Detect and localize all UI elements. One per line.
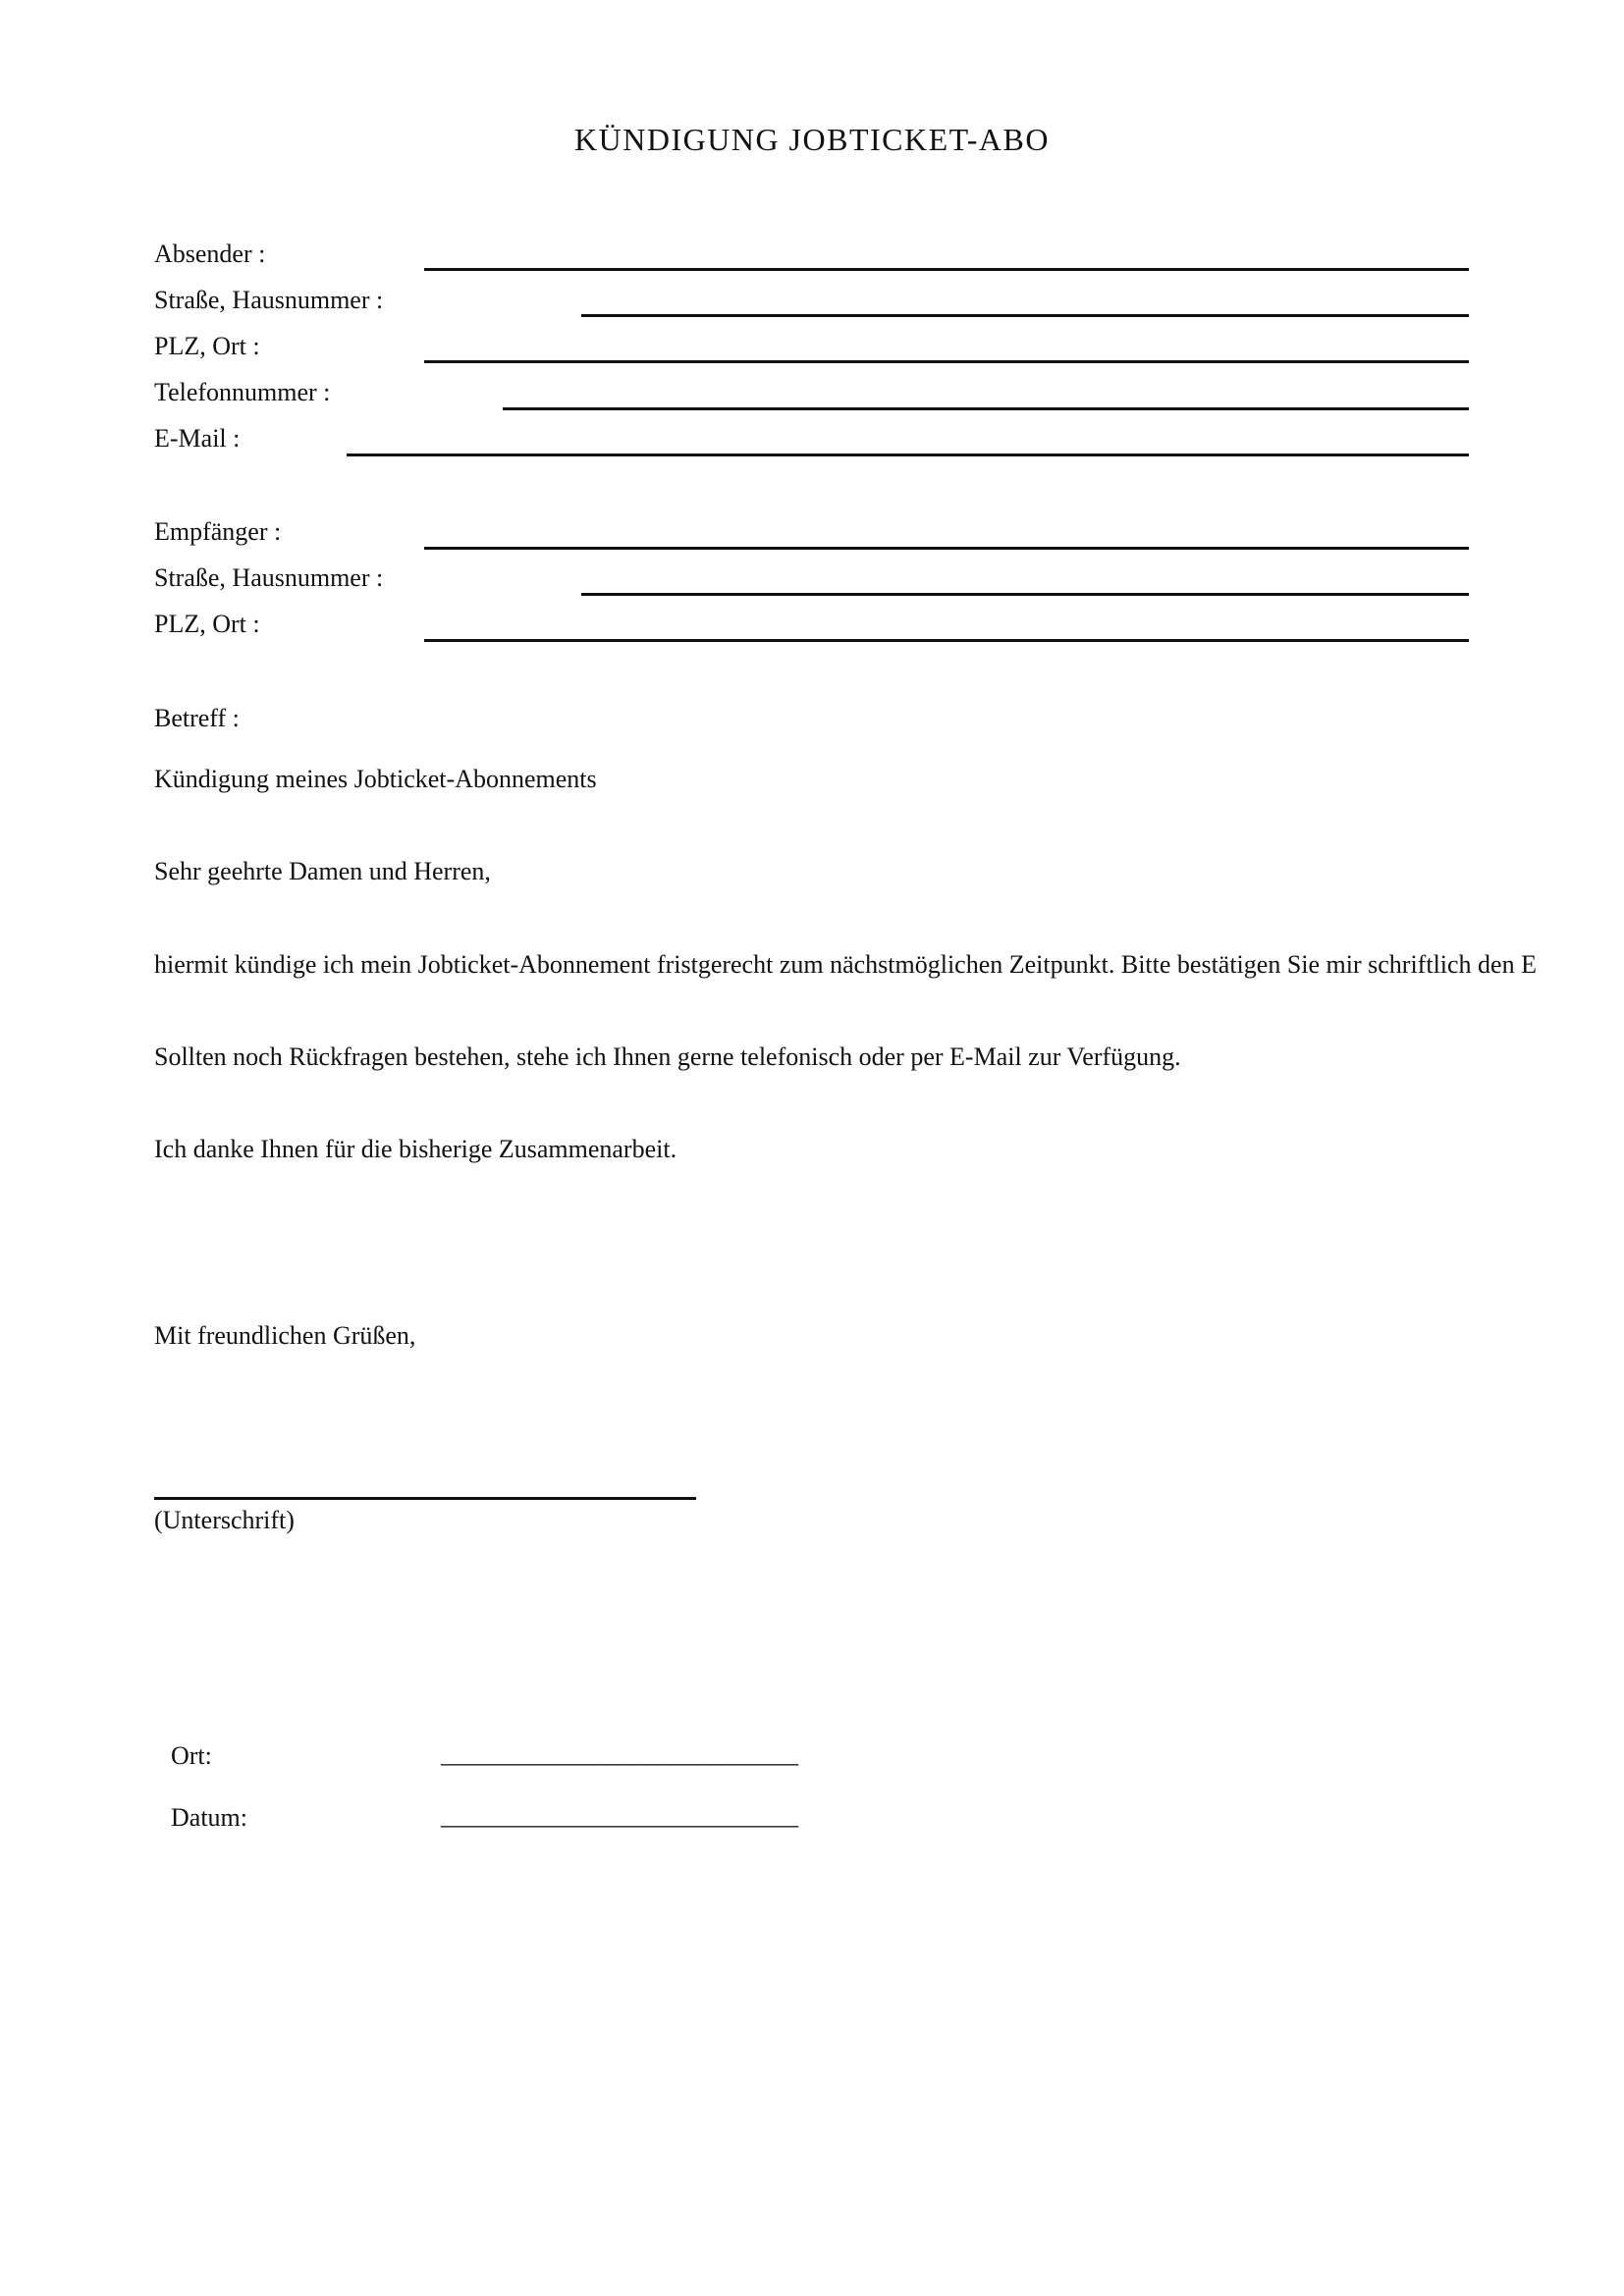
recipient-zip-city-label: PLZ, Ort : bbox=[154, 610, 260, 638]
sender-phone-label: Telefonnummer : bbox=[154, 378, 331, 406]
date-label: Datum: bbox=[171, 1803, 247, 1832]
subject-label: Betreff : bbox=[154, 704, 240, 732]
closing: Mit freundlichen Grüßen, bbox=[154, 1321, 416, 1350]
recipient-street-label: Straße, Hausnummer : bbox=[154, 563, 384, 592]
sender-email-field[interactable] bbox=[347, 454, 1469, 456]
subject-text: Kündigung meines Jobticket-Abonnements bbox=[154, 765, 597, 793]
body-paragraph-3: Ich danke Ihnen für die bisherige Zusammenarbeit. bbox=[154, 1135, 677, 1163]
signature-line[interactable] bbox=[154, 1497, 696, 1500]
sender-phone-field[interactable] bbox=[503, 407, 1469, 410]
body-paragraph-2: Sollten noch Rückfragen bestehen, stehe ich Ihnen gerne telefonisch oder per E-Mail zur Verfügung. bbox=[154, 1042, 1181, 1071]
place-label: Ort: bbox=[171, 1741, 212, 1770]
recipient-name-field[interactable] bbox=[424, 547, 1469, 550]
date-field[interactable]: ____________________________ bbox=[441, 1801, 798, 1830]
sender-name-field[interactable] bbox=[424, 268, 1469, 271]
sender-street-label: Straße, Hausnummer : bbox=[154, 286, 384, 314]
recipient-zip-city-field[interactable] bbox=[424, 639, 1469, 642]
recipient-label: Empfänger : bbox=[154, 517, 282, 546]
place-field[interactable]: ____________________________ bbox=[441, 1739, 798, 1768]
recipient-street-field[interactable] bbox=[581, 593, 1469, 596]
body-paragraph-1: hiermit kündige ich mein Jobticket-Abonnement fristgerecht zum nächstmöglichen Zeitpunkt. Bitte bestätigen Sie mir schriftlich den E bbox=[154, 950, 1537, 979]
sender-street-field[interactable] bbox=[581, 314, 1469, 317]
sender-zip-city-field[interactable] bbox=[424, 360, 1469, 363]
document-title: KÜNDIGUNG JOBTICKET-ABO bbox=[574, 122, 1050, 157]
signature-label: (Unterschrift) bbox=[154, 1506, 295, 1534]
sender-email-label: E-Mail : bbox=[154, 424, 241, 453]
salutation: Sehr geehrte Damen und Herren, bbox=[154, 857, 491, 885]
sender-zip-city-label: PLZ, Ort : bbox=[154, 332, 260, 360]
sender-label: Absender : bbox=[154, 240, 266, 268]
